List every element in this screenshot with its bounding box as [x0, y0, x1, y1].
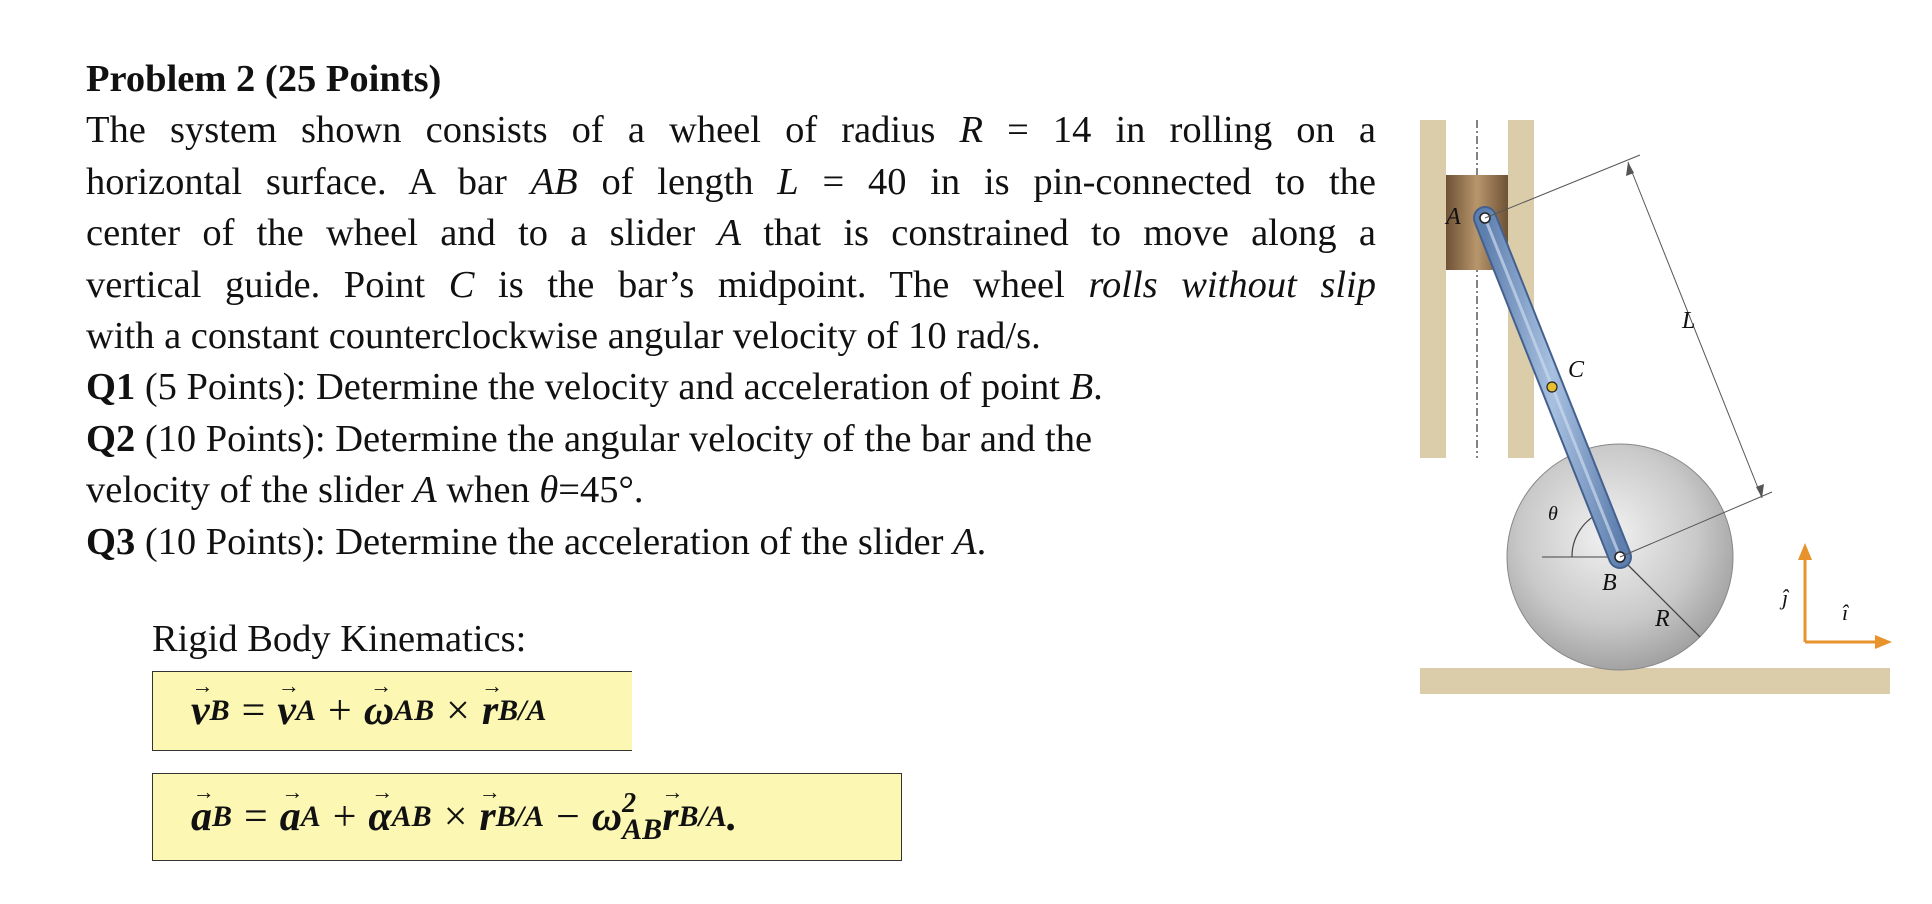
mechanism-figure: [1390, 100, 1910, 700]
var-B: B: [1069, 366, 1094, 409]
text: = 14 in rolling on a: [982, 109, 1376, 152]
sup: 2: [622, 787, 637, 819]
minus: −: [556, 794, 580, 840]
vec-omega: [364, 687, 394, 735]
q3-label: Q3: [86, 520, 136, 563]
equals: =: [244, 794, 268, 840]
text: that is constrained to move along a: [741, 212, 1376, 255]
statement-line-3: [86, 208, 1376, 259]
text: (5 Points): Determine the velocity and acceleration of point: [135, 366, 1070, 409]
velocity-equation: [152, 671, 632, 751]
sym: a: [279, 794, 301, 840]
question-2: [86, 414, 1376, 465]
q2-label: Q2: [86, 417, 136, 460]
var-A: A: [717, 212, 742, 255]
var-R: R: [959, 109, 983, 152]
text: .: [976, 520, 987, 563]
text: (10 Points): Determine the acceleration of the slider: [135, 520, 954, 563]
question-1: [86, 362, 1376, 413]
times: ×: [443, 794, 468, 840]
kinematics-label: Rigid Body Kinematics:: [152, 618, 527, 660]
text: = 40 in is pin-connected to the: [798, 160, 1376, 203]
sub: A: [296, 694, 317, 727]
text: =45°.: [558, 469, 644, 512]
text: is the bar’s midpoint. The wheel: [474, 263, 1089, 306]
problem-title: Problem 2 (25 Points): [86, 58, 442, 100]
var-theta: θ: [539, 469, 559, 512]
sym: r: [479, 794, 496, 840]
sup-sub-stack: [622, 787, 663, 847]
var-A: A: [953, 520, 977, 563]
vec-vB: [191, 687, 210, 735]
text: when: [436, 469, 540, 512]
label-B: B: [1602, 570, 1617, 596]
text: vertical guide. Point: [86, 263, 449, 306]
label-C: C: [1568, 357, 1585, 383]
plus: +: [332, 794, 357, 840]
label-A: A: [1446, 204, 1461, 230]
statement-line-5: [86, 311, 1376, 362]
sym: α: [368, 794, 392, 840]
q1-label: Q1: [86, 366, 136, 409]
question-2-cont: [86, 465, 1376, 516]
sub: AB: [394, 694, 435, 727]
label-theta: θ: [1548, 503, 1558, 525]
text: velocity of the slider: [86, 469, 414, 512]
vec-r: [662, 793, 678, 841]
vec-r: [479, 793, 495, 841]
plus: +: [328, 688, 352, 734]
sub: A: [300, 800, 321, 833]
times: ×: [446, 688, 470, 734]
i-arrowhead: [1875, 635, 1892, 649]
statement-line-4: [86, 260, 1376, 311]
period: .: [726, 794, 738, 840]
sub: B/A: [495, 800, 545, 833]
sym: r: [662, 794, 679, 840]
vec-r: [482, 687, 498, 735]
var-C: C: [448, 263, 475, 306]
sym: a: [191, 794, 212, 840]
vec-alpha: [368, 793, 391, 841]
text: horizontal surface. A bar: [86, 160, 531, 203]
point-C-marker: [1547, 382, 1557, 392]
statement-line-2: [86, 157, 1376, 208]
sub: B/A: [498, 694, 547, 727]
problem-statement: [86, 54, 1376, 568]
sub: AB: [622, 813, 663, 847]
label-i-hat: î: [1842, 600, 1849, 625]
var-A: A: [413, 469, 437, 512]
emphasis-rolls-without-slip: rolls without slip: [1088, 263, 1377, 306]
sub: B: [209, 694, 230, 727]
vec-vA: [277, 687, 296, 735]
text: .: [1093, 366, 1103, 409]
guide-left-rail: [1420, 120, 1446, 458]
var-L: L: [777, 160, 799, 203]
text: (10 Points): Determine the angular velocity of the bar and the: [135, 417, 1093, 460]
vec-aB: [191, 793, 212, 841]
text: The system shown consists of a wheel of radius: [86, 109, 960, 152]
j-arrowhead: [1798, 543, 1812, 560]
acceleration-equation: [152, 773, 902, 861]
label-L: L: [1682, 308, 1696, 334]
question-3: [86, 517, 1376, 568]
vec-aA: [280, 793, 301, 841]
sub: AB: [391, 800, 432, 833]
text: of length: [577, 160, 778, 203]
sym: r: [481, 688, 499, 734]
sub: B/A: [678, 800, 727, 833]
sub: B: [212, 800, 233, 833]
sym: ω: [363, 688, 395, 734]
label-R: R: [1655, 606, 1670, 632]
text: center of the wheel and to a slider: [86, 212, 718, 255]
omega: ω: [591, 794, 623, 840]
sym: v: [277, 688, 297, 734]
var-AB: AB: [530, 160, 578, 203]
equals: =: [241, 688, 266, 734]
sym: v: [191, 688, 210, 734]
label-j-hat: ĵ: [1782, 585, 1789, 610]
statement-line-1: [86, 105, 1376, 156]
ground: [1420, 668, 1890, 694]
text: with a constant counterclockwise angular velocity of 10 rad/s.: [86, 315, 1041, 358]
